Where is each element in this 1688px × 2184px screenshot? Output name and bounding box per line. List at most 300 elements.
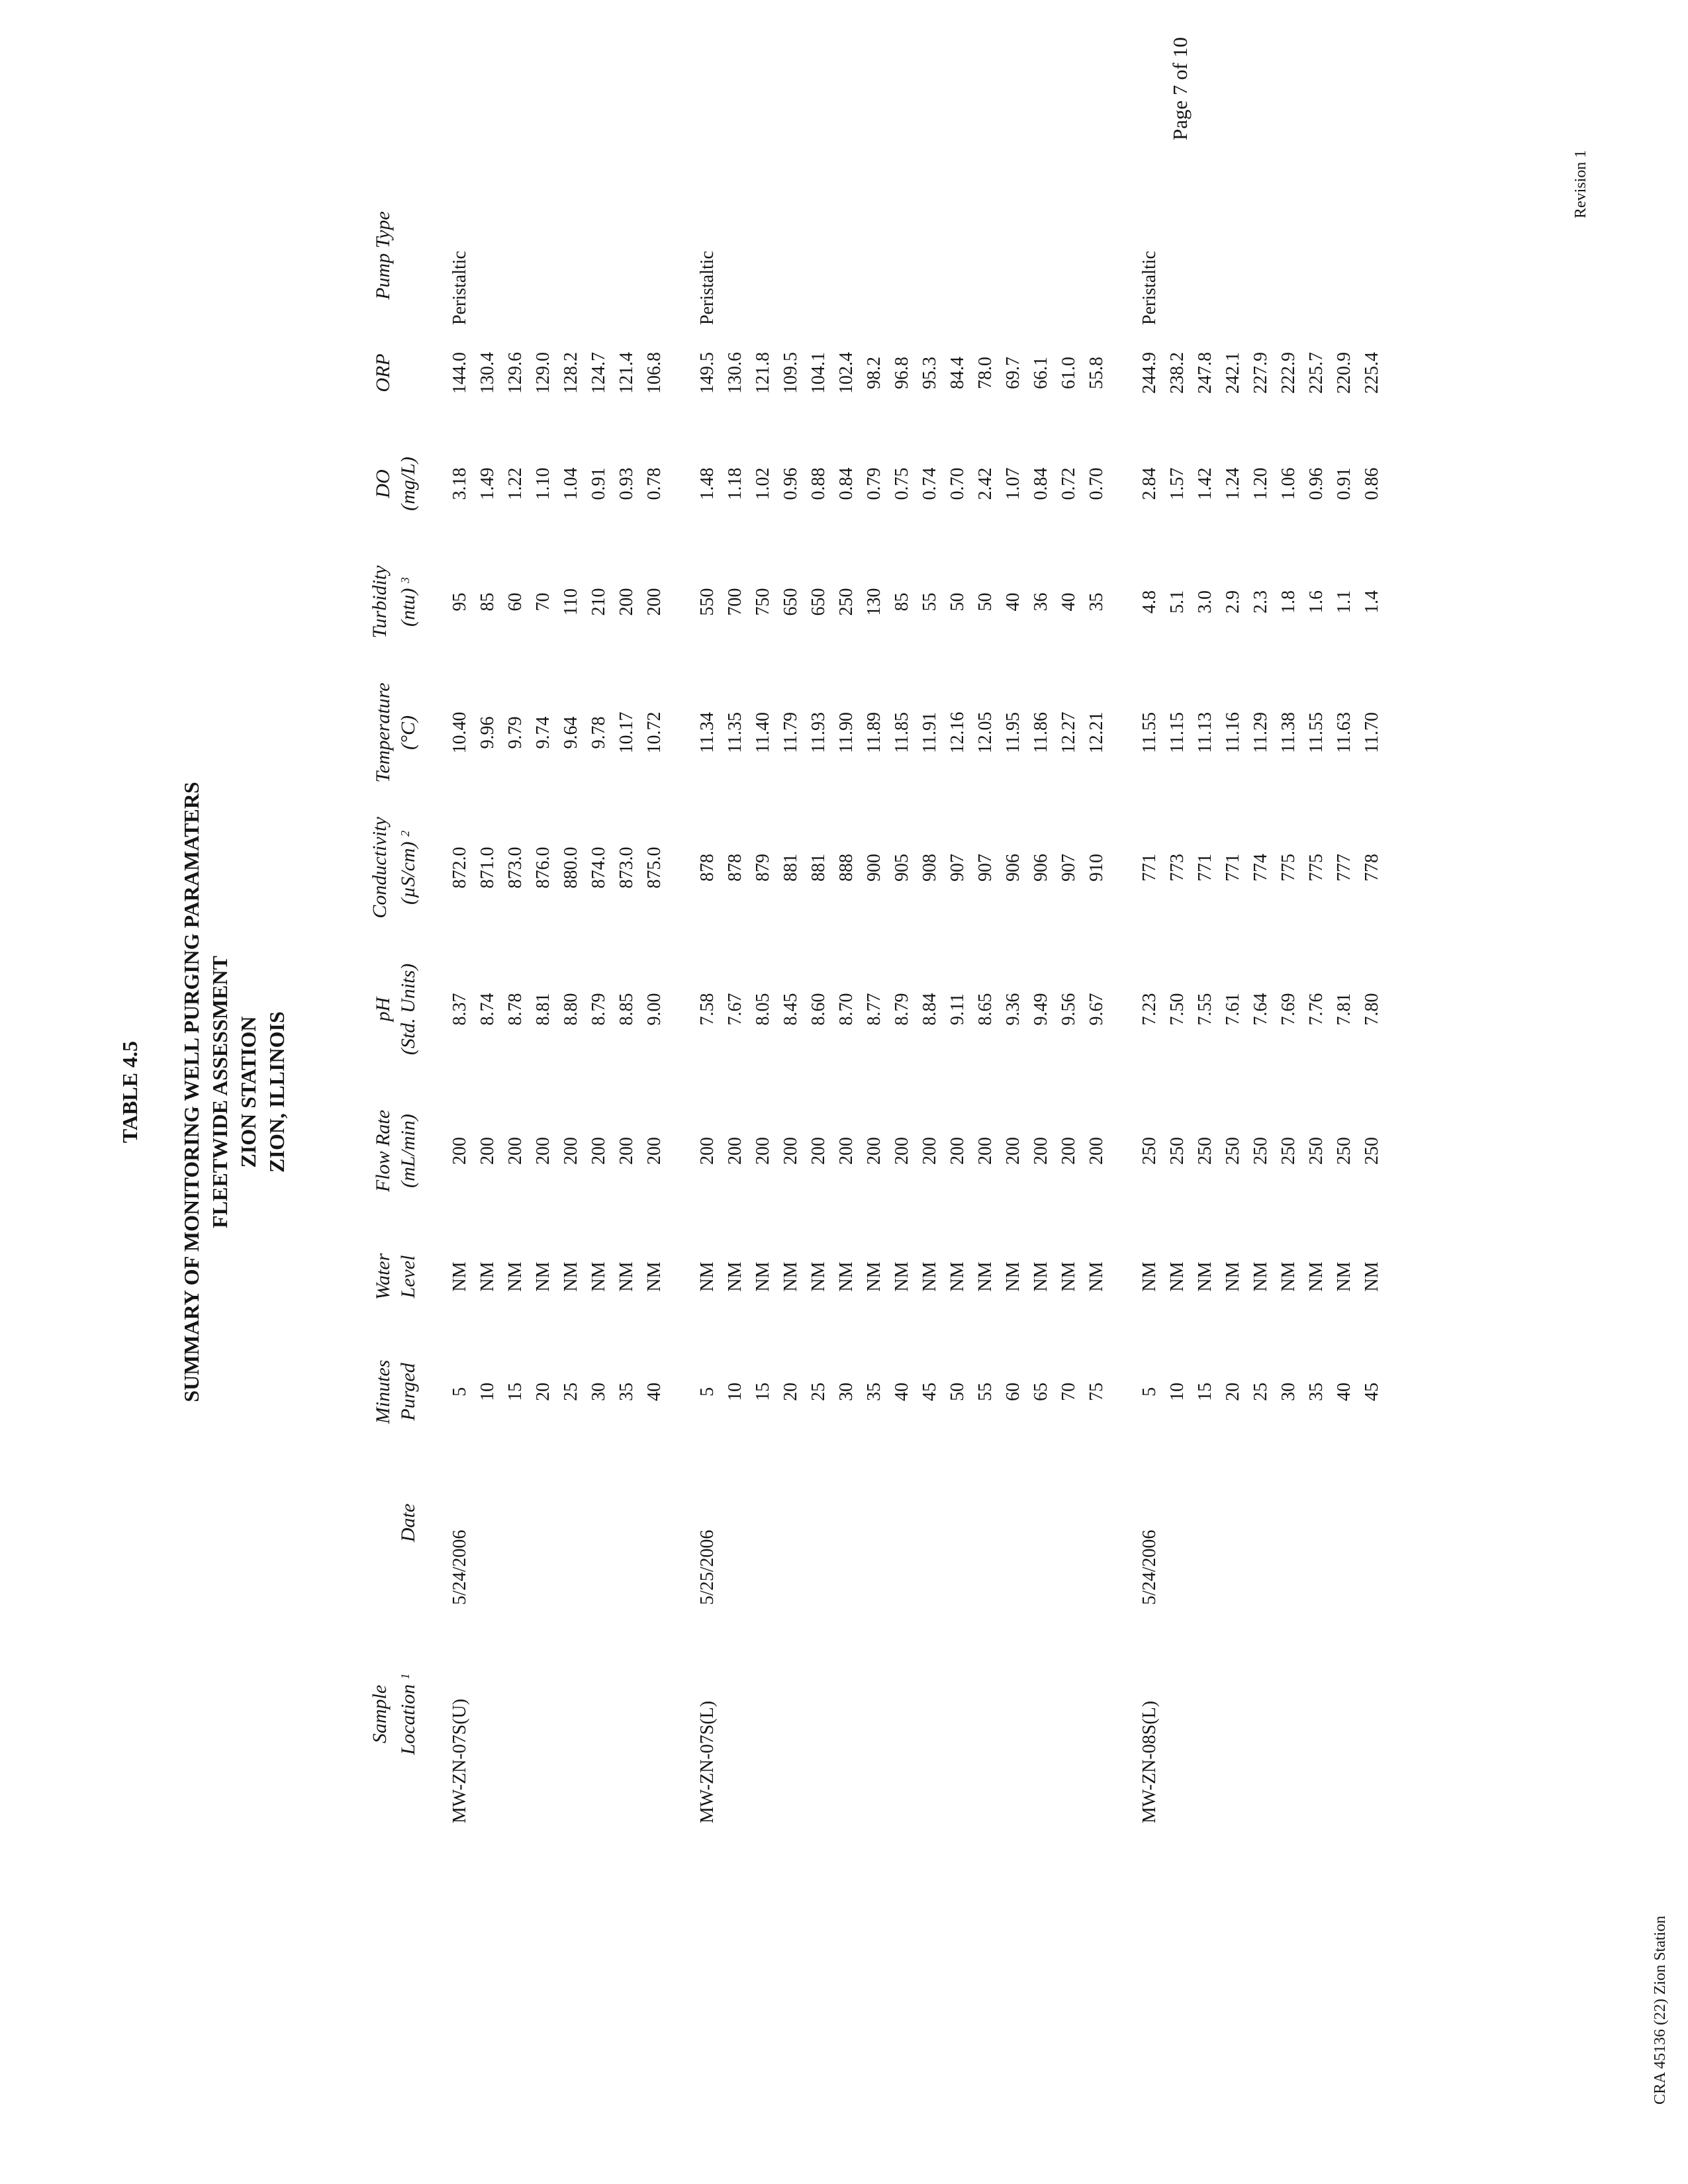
cell-conductivity: 777 — [1334, 854, 1354, 882]
cell-date — [613, 1441, 641, 1605]
cell-flow-rate: 200 — [947, 1137, 968, 1165]
table-row — [861, 186, 888, 1823]
table-row — [1358, 186, 1386, 1823]
cell-water-level: NM — [1250, 1261, 1271, 1292]
cell-dissolved-oxygen: 0.75 — [892, 467, 912, 500]
cell-temperature: 11.29 — [1250, 712, 1271, 753]
cell-water-level: NM — [836, 1261, 857, 1292]
title-line-2: FLEETWIDE ASSESSMENT — [208, 956, 232, 1228]
cell-minutes-purged: 60 — [1003, 1383, 1023, 1401]
cell-ph: 7.67 — [725, 993, 745, 1026]
cell-pump-type — [722, 186, 749, 325]
cell-turbidity: 210 — [588, 588, 609, 616]
cell-orp: 61.0 — [1058, 357, 1079, 389]
cell-orp: 128.2 — [561, 352, 581, 394]
cell-orp: 66.1 — [1031, 357, 1051, 389]
header-flow-rate: Flow Rate (mL/min) — [372, 1109, 419, 1193]
cell-conductivity: 880.0 — [561, 846, 581, 889]
table-row — [1027, 186, 1055, 1823]
cell-pump-type: Peristaltic — [1139, 251, 1160, 325]
cell-ph: 8.79 — [588, 993, 609, 1026]
cell-minutes-purged: 35 — [1306, 1383, 1327, 1401]
cell-temperature: 11.70 — [1362, 712, 1382, 753]
cell-ph: 7.80 — [1362, 993, 1382, 1026]
cell-ph: 8.37 — [449, 993, 470, 1026]
cell-flow-rate: 200 — [477, 1137, 498, 1165]
cell-orp: 121.4 — [616, 352, 637, 394]
cell-pump-type — [641, 186, 669, 325]
cell-temperature: 11.38 — [1278, 712, 1299, 753]
cell-dissolved-oxygen: 0.96 — [780, 467, 801, 500]
cell-sample-location — [1275, 1605, 1303, 1823]
cell-sample-location — [944, 1605, 972, 1823]
header-spacer — [421, 186, 446, 1823]
cell-sample-location — [1358, 1605, 1386, 1823]
cell-pump-type — [1275, 186, 1303, 325]
cell-sample-location: MW-ZN-07S(U) — [449, 1698, 470, 1823]
table-row — [641, 186, 669, 1823]
table-row — [694, 186, 722, 1823]
cell-orp: 130.4 — [477, 352, 498, 394]
cell-ph: 7.23 — [1139, 993, 1160, 1026]
table-row — [1164, 186, 1192, 1823]
cell-conductivity: 775 — [1278, 854, 1299, 882]
cell-pump-type — [1192, 186, 1219, 325]
cell-dissolved-oxygen: 0.91 — [1334, 467, 1354, 500]
cell-flow-rate: 250 — [1167, 1137, 1188, 1165]
cell-pump-type — [474, 186, 502, 325]
cell-sample-location — [1083, 1605, 1111, 1823]
cell-turbidity: 36 — [1031, 592, 1051, 612]
cell-temperature: 9.74 — [533, 716, 553, 749]
cell-turbidity: 3.0 — [1195, 590, 1215, 614]
cell-minutes-purged: 15 — [505, 1383, 526, 1401]
title-block — [116, 430, 291, 1754]
cell-pump-type — [888, 186, 916, 325]
cell-sample-location — [888, 1605, 916, 1823]
table-label: TABLE 4.5 — [118, 1040, 142, 1144]
cell-flow-rate: 250 — [1195, 1137, 1215, 1165]
cell-conductivity: 878 — [725, 854, 745, 882]
cell-temperature: 11.93 — [808, 712, 829, 753]
cell-pump-type — [1303, 186, 1331, 325]
cell-flow-rate: 200 — [616, 1137, 637, 1165]
cell-flow-rate: 250 — [1306, 1137, 1327, 1165]
cell-date — [1303, 1441, 1331, 1605]
cell-orp: 69.7 — [1003, 357, 1023, 389]
cell-orp: 247.8 — [1195, 352, 1215, 394]
cell-ph: 8.85 — [616, 993, 637, 1026]
cell-pump-type — [1083, 186, 1111, 325]
cell-ph: 9.67 — [1086, 993, 1107, 1026]
cell-water-level: NM — [753, 1261, 773, 1292]
cell-temperature: 11.16 — [1223, 712, 1243, 753]
cell-minutes-purged: 40 — [892, 1383, 912, 1401]
header-minutes-purged: Minutes Purged — [372, 1359, 419, 1424]
cell-date — [1275, 1441, 1303, 1605]
cell-sample-location — [502, 1605, 530, 1823]
cell-conductivity: 775 — [1306, 854, 1327, 882]
cell-sample-location — [530, 1605, 557, 1823]
cell-turbidity: 200 — [616, 588, 637, 616]
header-date: Date — [397, 1503, 419, 1543]
cell-minutes-purged: 45 — [1362, 1383, 1382, 1401]
cell-dissolved-oxygen: 1.04 — [561, 467, 581, 500]
cell-water-level: NM — [616, 1261, 637, 1292]
cell-turbidity: 1.8 — [1278, 590, 1299, 614]
cell-pump-type — [1027, 186, 1055, 325]
cell-sample-location: MW-ZN-07S(L) — [697, 1700, 718, 1823]
cell-pump-type — [530, 186, 557, 325]
table-row — [446, 186, 474, 1823]
cell-turbidity: 70 — [533, 592, 553, 612]
cell-sample-location — [641, 1605, 669, 1823]
cell-temperature: 11.95 — [1003, 712, 1023, 753]
table-row — [972, 186, 1000, 1823]
purging-parameters-table — [344, 186, 1386, 1823]
cell-conductivity: 873.0 — [505, 846, 526, 889]
cell-orp: 149.5 — [697, 352, 718, 394]
cell-temperature: 10.17 — [616, 711, 637, 754]
cell-orp: 102.4 — [836, 352, 857, 394]
cell-pump-type — [777, 186, 805, 325]
cell-sample-location — [474, 1605, 502, 1823]
cell-temperature: 11.40 — [753, 712, 773, 753]
cell-dissolved-oxygen: 0.79 — [864, 467, 884, 500]
cell-minutes-purged: 65 — [1031, 1383, 1051, 1401]
cell-minutes-purged: 70 — [1058, 1383, 1079, 1401]
cell-conductivity: 875.0 — [644, 846, 665, 889]
cell-dissolved-oxygen: 1.57 — [1167, 467, 1188, 500]
cell-date — [749, 1441, 777, 1605]
cell-conductivity: 771 — [1139, 854, 1160, 882]
cell-flow-rate: 250 — [1223, 1137, 1243, 1165]
cell-water-level: NM — [1058, 1261, 1079, 1292]
cell-dissolved-oxygen: 2.84 — [1139, 467, 1160, 500]
header-water-level: Water Level — [372, 1253, 419, 1300]
cell-ph: 8.65 — [975, 993, 996, 1026]
table-row — [1219, 186, 1247, 1823]
cell-ph: 8.05 — [753, 993, 773, 1026]
cell-date — [1331, 1441, 1358, 1605]
cell-water-level: NM — [588, 1261, 609, 1292]
cell-temperature: 11.55 — [1139, 712, 1160, 753]
cell-temperature: 9.79 — [505, 716, 526, 749]
cell-ph: 9.56 — [1058, 993, 1079, 1026]
cell-turbidity: 60 — [505, 592, 526, 612]
cell-ph: 7.81 — [1334, 993, 1354, 1026]
cell-water-level: NM — [1195, 1261, 1215, 1292]
cell-minutes-purged: 15 — [753, 1383, 773, 1401]
cell-dissolved-oxygen: 1.02 — [753, 467, 773, 500]
table-row — [1136, 186, 1164, 1823]
table-row — [1275, 186, 1303, 1823]
cell-flow-rate: 250 — [1362, 1137, 1382, 1165]
cell-temperature: 12.16 — [947, 711, 968, 754]
cell-dissolved-oxygen: 0.88 — [808, 467, 829, 500]
cell-conductivity: 878 — [697, 854, 718, 882]
cell-orp: 98.2 — [864, 357, 884, 389]
cell-minutes-purged: 50 — [947, 1383, 968, 1401]
cell-minutes-purged: 35 — [616, 1383, 637, 1401]
table-row — [1055, 186, 1083, 1823]
cell-minutes-purged: 45 — [919, 1383, 940, 1401]
table-row — [944, 186, 972, 1823]
cell-date — [557, 1441, 585, 1605]
cell-orp: 96.8 — [892, 357, 912, 389]
cell-conductivity: 871.0 — [477, 846, 498, 889]
cell-ph: 7.69 — [1278, 993, 1299, 1026]
table-body — [446, 186, 1386, 1823]
cell-water-level: NM — [1031, 1261, 1051, 1292]
cell-date — [1083, 1441, 1111, 1605]
cell-sample-location — [1247, 1605, 1275, 1823]
cell-minutes-purged: 20 — [780, 1383, 801, 1401]
cell-water-level: NM — [1086, 1261, 1107, 1292]
cell-minutes-purged: 55 — [975, 1383, 996, 1401]
cell-turbidity: 95 — [449, 592, 470, 612]
cell-orp: 244.9 — [1139, 352, 1160, 394]
cell-pump-type — [1247, 186, 1275, 325]
cell-orp: 109.5 — [780, 352, 801, 394]
cell-turbidity: 2.9 — [1223, 590, 1243, 614]
title-line-3: ZION STATION — [236, 1016, 260, 1168]
cell-sample-location — [916, 1605, 944, 1823]
cell-ph: 9.11 — [947, 993, 968, 1025]
cell-conductivity: 907 — [947, 854, 968, 882]
cell-minutes-purged: 25 — [808, 1383, 829, 1401]
page-number: Page 7 of 10 — [1168, 37, 1192, 140]
cell-pump-type — [1000, 186, 1027, 325]
cell-ph: 8.80 — [561, 993, 581, 1026]
cell-date — [1055, 1441, 1083, 1605]
cell-date — [805, 1441, 833, 1605]
cell-flow-rate: 250 — [1250, 1137, 1271, 1165]
cell-temperature: 11.15 — [1167, 712, 1188, 753]
cell-temperature: 12.27 — [1058, 711, 1079, 754]
cell-ph: 8.70 — [836, 993, 857, 1026]
cell-turbidity: 750 — [753, 588, 773, 616]
cell-turbidity: 2.3 — [1250, 590, 1271, 614]
cell-temperature: 9.78 — [588, 716, 609, 749]
cell-date — [1219, 1441, 1247, 1605]
cell-sample-location — [1027, 1605, 1055, 1823]
cell-pump-type — [749, 186, 777, 325]
cell-pump-type: Peristaltic — [697, 251, 718, 325]
header-orp: ORP — [372, 353, 394, 392]
cell-dissolved-oxygen: 0.74 — [919, 467, 940, 500]
table-row — [1247, 186, 1275, 1823]
cell-minutes-purged: 10 — [1167, 1383, 1188, 1401]
cell-conductivity: 778 — [1362, 854, 1382, 882]
cell-conductivity: 771 — [1195, 854, 1215, 882]
cell-flow-rate: 200 — [725, 1137, 745, 1165]
cell-dissolved-oxygen: 0.70 — [947, 467, 968, 500]
cell-water-level: NM — [533, 1261, 553, 1292]
cell-dissolved-oxygen: 0.86 — [1362, 467, 1382, 500]
cell-conductivity: 906 — [1003, 854, 1023, 882]
cell-flow-rate: 200 — [561, 1137, 581, 1165]
cell-orp: 84.4 — [947, 357, 968, 389]
cell-minutes-purged: 30 — [836, 1383, 857, 1401]
cell-temperature: 11.55 — [1306, 712, 1327, 753]
cell-date — [530, 1441, 557, 1605]
cell-orp: 227.9 — [1250, 352, 1271, 394]
cell-dissolved-oxygen: 1.48 — [697, 467, 718, 500]
cell-sample-location — [1303, 1605, 1331, 1823]
cell-date: 5/24/2006 — [449, 1529, 470, 1605]
cell-orp: 95.3 — [919, 357, 940, 389]
cell-turbidity: 1.1 — [1334, 590, 1354, 614]
cell-water-level: NM — [1167, 1261, 1188, 1292]
cell-water-level: NM — [780, 1261, 801, 1292]
cell-orp: 225.4 — [1362, 352, 1382, 394]
cell-ph: 7.76 — [1306, 993, 1327, 1026]
cell-date — [972, 1441, 1000, 1605]
table-row — [557, 186, 585, 1823]
cell-dissolved-oxygen: 0.78 — [644, 467, 665, 500]
cell-sample-location — [1192, 1605, 1219, 1823]
table-row — [613, 186, 641, 1823]
cell-temperature: 10.40 — [449, 711, 470, 754]
table-row — [833, 186, 861, 1823]
cell-water-level: NM — [477, 1261, 498, 1292]
cell-water-level: NM — [947, 1261, 968, 1292]
cell-ph: 8.78 — [505, 993, 526, 1026]
cell-conductivity: 879 — [753, 854, 773, 882]
cell-sample-location — [722, 1605, 749, 1823]
cell-date — [641, 1441, 669, 1605]
cell-dissolved-oxygen: 0.72 — [1058, 467, 1079, 500]
cell-dissolved-oxygen: 0.70 — [1086, 467, 1107, 500]
cell-sample-location: MW-ZN-08S(L) — [1139, 1700, 1160, 1823]
cell-temperature: 11.91 — [919, 712, 940, 753]
cell-temperature: 9.64 — [561, 716, 581, 749]
cell-flow-rate: 250 — [1278, 1137, 1299, 1165]
cell-water-level: NM — [505, 1261, 526, 1292]
cell-pump-type — [613, 186, 641, 325]
cell-orp: 222.9 — [1278, 352, 1299, 394]
cell-date — [1192, 1441, 1219, 1605]
cell-orp: 220.9 — [1334, 352, 1354, 394]
cell-turbidity: 110 — [561, 588, 581, 615]
table-row — [530, 186, 557, 1823]
cell-date — [888, 1441, 916, 1605]
cell-turbidity: 130 — [864, 588, 884, 616]
cell-water-level: NM — [1223, 1261, 1243, 1292]
cell-flow-rate: 200 — [697, 1137, 718, 1165]
cell-sample-location — [861, 1605, 888, 1823]
cell-flow-rate: 200 — [1086, 1137, 1107, 1165]
table-row — [1192, 186, 1219, 1823]
cell-dissolved-oxygen: 0.84 — [1031, 467, 1051, 500]
cell-turbidity: 40 — [1003, 592, 1023, 612]
cell-flow-rate: 200 — [892, 1137, 912, 1165]
cell-minutes-purged: 40 — [644, 1383, 665, 1401]
cell-sample-location — [833, 1605, 861, 1823]
cell-conductivity: 773 — [1167, 854, 1188, 882]
cell-dissolved-oxygen: 1.06 — [1278, 467, 1299, 500]
cell-temperature: 10.72 — [644, 711, 665, 754]
cell-pump-type — [1358, 186, 1386, 325]
cell-date — [777, 1441, 805, 1605]
cell-conductivity: 874.0 — [588, 846, 609, 889]
cell-flow-rate: 200 — [1058, 1137, 1079, 1165]
cell-minutes-purged: 5 — [1139, 1387, 1160, 1396]
cell-conductivity: 910 — [1086, 854, 1107, 882]
cell-sample-location — [1219, 1605, 1247, 1823]
cell-flow-rate: 200 — [449, 1137, 470, 1165]
cell-conductivity: 771 — [1223, 854, 1243, 882]
cell-minutes-purged: 15 — [1195, 1383, 1215, 1401]
cell-conductivity: 873.0 — [616, 846, 637, 889]
header-dissolved-oxygen: DO (mg/L) — [372, 457, 419, 511]
cell-turbidity: 200 — [644, 588, 665, 616]
cell-dissolved-oxygen: 1.22 — [505, 467, 526, 500]
cell-pump-type — [833, 186, 861, 325]
cell-temperature: 11.34 — [697, 712, 718, 753]
cell-minutes-purged: 30 — [588, 1383, 609, 1401]
cell-water-level: NM — [725, 1261, 745, 1292]
cell-orp: 129.6 — [505, 352, 526, 394]
cell-dissolved-oxygen: 1.24 — [1223, 467, 1243, 500]
cell-dissolved-oxygen: 1.42 — [1195, 467, 1215, 500]
cell-water-level: NM — [1306, 1261, 1327, 1292]
cell-minutes-purged: 40 — [1334, 1383, 1354, 1401]
cell-water-level: NM — [1139, 1261, 1160, 1292]
cell-turbidity: 550 — [697, 588, 718, 616]
cell-conductivity: 872.0 — [449, 846, 470, 889]
cell-orp: 106.8 — [644, 352, 665, 394]
header-row — [344, 186, 421, 1823]
cell-conductivity: 876.0 — [533, 846, 553, 889]
cell-pump-type — [585, 186, 613, 325]
cell-flow-rate: 200 — [588, 1137, 609, 1165]
cell-flow-rate: 200 — [808, 1137, 829, 1165]
cell-water-level: NM — [975, 1261, 996, 1292]
cell-date — [502, 1441, 530, 1605]
cell-temperature: 11.86 — [1031, 712, 1051, 753]
cell-minutes-purged: 20 — [533, 1383, 553, 1401]
cell-ph: 8.74 — [477, 993, 498, 1026]
cell-dissolved-oxygen: 1.10 — [533, 467, 553, 500]
cell-pump-type — [1164, 186, 1192, 325]
cell-flow-rate: 200 — [975, 1137, 996, 1165]
cell-conductivity: 907 — [975, 854, 996, 882]
cell-sample-location — [585, 1605, 613, 1823]
cell-temperature: 11.89 — [864, 712, 884, 753]
cell-pump-type — [1331, 186, 1358, 325]
cell-date — [1027, 1441, 1055, 1605]
cell-conductivity: 908 — [919, 854, 940, 882]
cell-flow-rate: 200 — [1031, 1137, 1051, 1165]
table-row — [722, 186, 749, 1823]
cell-ph: 7.50 — [1167, 993, 1188, 1026]
cell-temperature: 11.13 — [1195, 712, 1215, 753]
cell-temperature: 11.79 — [780, 712, 801, 753]
cell-water-level: NM — [449, 1261, 470, 1292]
cell-orp: 144.0 — [449, 352, 470, 394]
cell-temperature: 9.96 — [477, 716, 498, 749]
cell-conductivity: 774 — [1250, 854, 1271, 882]
cell-orp: 104.1 — [808, 352, 829, 394]
cell-ph: 8.45 — [780, 993, 801, 1026]
cell-dissolved-oxygen: 1.07 — [1003, 467, 1023, 500]
title-line-4: ZION, ILLINOIS — [265, 1011, 289, 1173]
cell-ph: 8.81 — [533, 993, 553, 1026]
header-turbidity: Turbidity (ntu) $^3$ — [369, 565, 419, 639]
cell-turbidity: 4.8 — [1139, 590, 1160, 614]
